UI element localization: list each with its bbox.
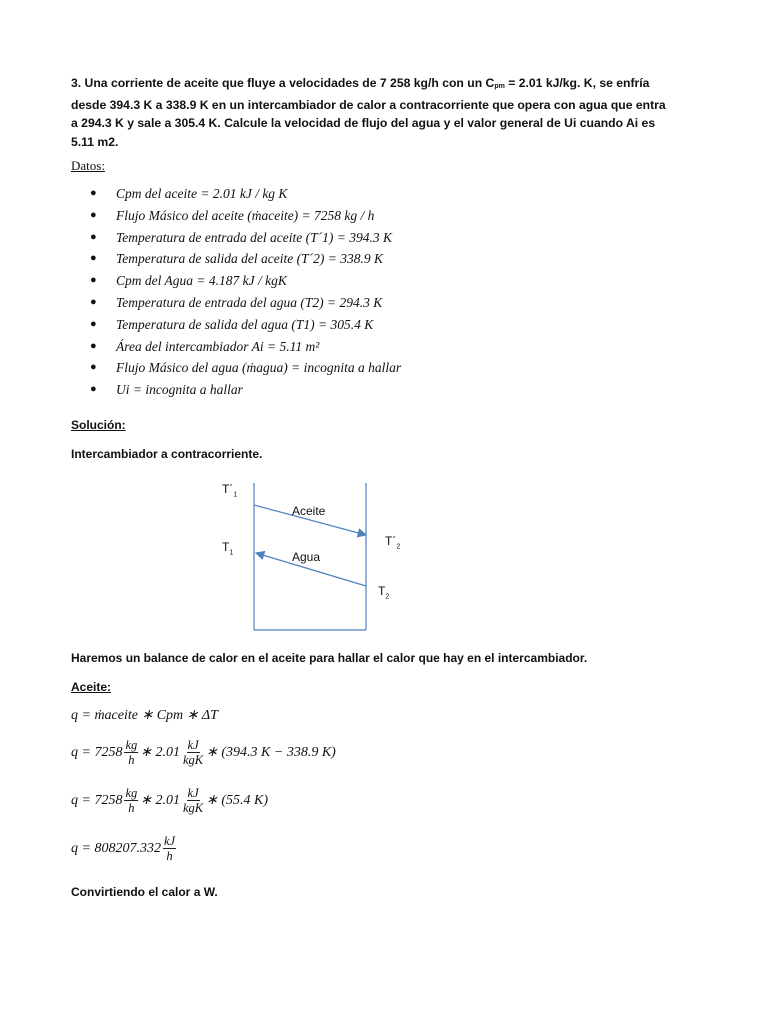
list-item: ● Cpm del aceite = 2.01 kJ / kg K: [90, 183, 401, 205]
solucion-intro: Intercambiador a contracorriente.: [71, 447, 263, 461]
bullet-icon: ●: [90, 295, 97, 308]
list-item: ● Área del intercambiador Ai = 5.11 m²: [90, 336, 401, 358]
list-item: ● Temperatura de salida del agua (T1) = 305.4 K: [90, 314, 401, 336]
list-item: ● Flujo Másico del agua (ṁagua) = incognita a hallar: [90, 357, 401, 379]
fraction: $\frac{kg}{h}$: [125, 738, 138, 767]
fraction: $\frac{kJ}{\text{kgK}}$: [183, 786, 204, 815]
bullet-icon: ●: [90, 252, 97, 265]
equation-3: q = 7258 $\frac{kg}{h}$ ∗ 2.01 $\frac{kJ}{\text{kgK}}$ ∗ (55.4 K): [71, 786, 269, 815]
problem-text-2: = 2.01 kJ/kg. K, se enfría desde 394.3 K a 338.9 K en un intercambiador de calor a contracorriente que opera con agua que entra a 294.3 K y sale a 305.4 K. Calcule la velocidad de flujo del agua y el valor general de Ui cuando Ai es 5.11 m2.: [71, 76, 666, 149]
list-item: ● Temperatura de entrada del agua (T2) = 294.3 K: [90, 292, 401, 314]
problem-subscript: pm: [494, 83, 505, 90]
bullet-icon: ●: [90, 187, 97, 199]
label-t1-prime: $T´_1$: [222, 482, 238, 499]
label-t2: $T_2$: [378, 584, 390, 601]
bullet-icon: ●: [90, 230, 97, 243]
list-item: ● Cpm del Agua = 4.187 kJ / kgK: [90, 270, 401, 292]
problem-text-1: 3. Una corriente de aceite que fluye a velocidades de 7 258 kg/h con un C: [71, 76, 495, 90]
list-item: ● Ui = incognita a hallar: [90, 379, 401, 401]
equation-2: q = 7258 $\frac{kg}{h}$ ∗ 2.01 $\frac{kJ}{\text{kgK}}$ ∗ (394.3 K − 338.9 K): [71, 738, 336, 767]
list-item: ● Temperatura de salida del aceite (T´2) = 338.9 K: [90, 248, 401, 270]
fraction: $\frac{kJ}{\text{kgK}}$: [183, 738, 204, 767]
bullet-icon: ●: [90, 274, 97, 287]
bullet-icon: ●: [90, 361, 97, 374]
datos-list: [90, 183, 401, 401]
list-item: ● Flujo Másico del aceite (ṁaceite) = 7258 kg / h: [90, 205, 401, 227]
label-t1: $T_1$: [222, 540, 234, 557]
solucion-heading: Solución:: [71, 418, 126, 432]
balance-text: Haremos un balance de calor en el aceite para hallar el calor que hay en el intercambiador.: [71, 651, 588, 665]
label-aceite: Aceite: [292, 504, 326, 518]
label-agua: Agua: [292, 550, 321, 564]
list-item: ● Temperatura de entrada del aceite (T´1) = 394.3 K: [90, 227, 401, 249]
fraction: $\frac{kJ}{h}$: [163, 834, 176, 863]
convert-text: Convirtiendo el calor a W.: [71, 885, 218, 899]
bullet-icon: ●: [90, 317, 97, 330]
fraction: $\frac{kg}{h}$: [125, 786, 138, 815]
aceite-heading: Aceite:: [71, 680, 112, 694]
equation-1: q = ṁaceite ∗ Cpm ∗ ΔT: [71, 708, 218, 723]
datos-heading: Datos:: [71, 158, 105, 173]
bullet-icon: ●: [90, 339, 97, 352]
equation-4: q = 808207.332 $\frac{kJ}{h}$: [71, 834, 176, 863]
bullet-icon: ●: [90, 208, 97, 221]
problem-statement: [71, 74, 671, 151]
bullet-icon: ●: [90, 383, 97, 396]
label-t2-prime: $T´_2$: [385, 534, 401, 551]
